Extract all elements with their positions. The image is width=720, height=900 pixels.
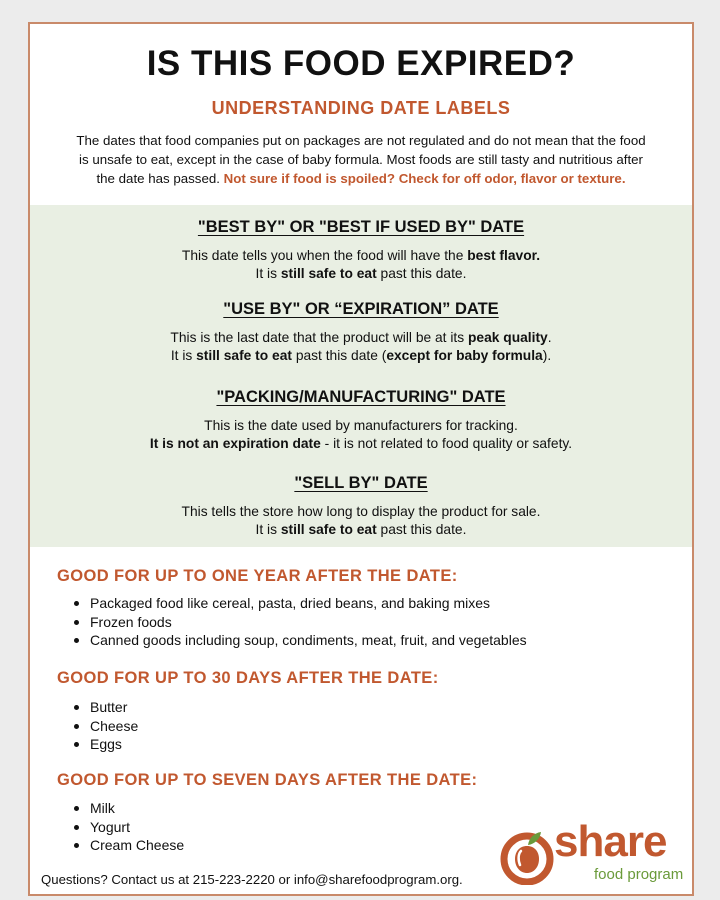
one-year-list <box>72 594 527 650</box>
emphasis: still safe to eat <box>196 348 292 363</box>
sell-by-section <box>30 474 692 539</box>
emphasis: still safe to eat <box>280 522 377 537</box>
one-year-heading: GOOD FOR UP TO ONE YEAR AFTER THE DATE: <box>57 567 458 585</box>
seven-days-heading: GOOD FOR UP TO SEVEN DAYS AFTER THE DATE: <box>57 771 478 789</box>
best-by-line-1 <box>30 247 692 265</box>
list-item: Eggs <box>72 735 138 754</box>
sell-by-line-1: This tells the store how long to display the product for sale. <box>181 504 541 519</box>
list-item: Cream Cheese <box>72 836 184 855</box>
use-by-description <box>30 329 692 365</box>
apple-icon <box>498 827 556 885</box>
share-logo <box>498 819 688 889</box>
intro-line <box>40 169 682 188</box>
text: - it is not related to food quality or safety. <box>320 436 573 451</box>
emphasis: It is not an expiration date <box>149 436 321 451</box>
use-by-line-1 <box>30 329 692 347</box>
spoilage-tip: Not sure if food is spoiled? Check for off odor, flavor or texture. <box>223 171 626 186</box>
sell-by-heading: "SELL BY" DATE <box>294 474 428 492</box>
best-by-description <box>30 247 692 283</box>
packing-line-1: This is the date used by manufacturers for tracking. <box>204 418 518 433</box>
sell-by-line-2 <box>30 521 692 539</box>
intro-text: the date has passed. <box>96 171 224 186</box>
seven-days-list <box>72 799 184 855</box>
list-item: Cheese <box>72 717 138 736</box>
best-by-line-2 <box>30 265 692 283</box>
best-by-section <box>30 218 692 283</box>
list-item: Butter <box>72 698 138 717</box>
page-title: IS THIS FOOD EXPIRED? <box>146 44 576 83</box>
intro-line: The dates that food companies put on packages are not regulated and do not mean that the food <box>76 133 646 148</box>
sell-by-description <box>30 503 692 539</box>
text: It is <box>255 522 281 537</box>
list-item: Packaged food like cereal, pasta, dried beans, and baking mixes <box>72 594 527 613</box>
flyer <box>28 22 694 896</box>
intro-line: is unsafe to eat, except in the case of baby formula. Most foods are still tasty and nutritious after <box>79 152 643 167</box>
emphasis: best flavor. <box>467 248 541 263</box>
list-item: Yogurt <box>72 818 184 837</box>
text: ). <box>542 348 552 363</box>
text: past this date. <box>376 266 467 281</box>
text: This date tells you when the food will have the <box>181 248 468 263</box>
packing-description <box>30 417 692 453</box>
list-item: Canned goods including soup, condiments, meat, fruit, and vegetables <box>72 631 527 650</box>
packing-section <box>30 388 692 453</box>
thirty-days-heading: GOOD FOR UP TO 30 DAYS AFTER THE DATE: <box>57 669 439 687</box>
date-labels-panel <box>30 205 692 547</box>
text: It is <box>170 348 197 363</box>
use-by-heading: "USE BY" OR “EXPIRATION” DATE <box>223 300 499 318</box>
best-by-heading: "BEST BY" OR "BEST IF USED BY" DATE <box>197 218 525 236</box>
intro-paragraph <box>40 131 682 188</box>
use-by-section <box>30 300 692 365</box>
list-item: Milk <box>72 799 184 818</box>
logo-wordmark: share <box>554 817 667 866</box>
packing-line-2 <box>30 435 692 453</box>
packing-heading: "PACKING/MANUFACTURING" DATE <box>216 388 506 406</box>
logo-tagline: food program <box>594 866 684 883</box>
contact-info: Questions? Contact us at 215-223-2220 or info@sharefoodprogram.org. <box>41 872 463 887</box>
thirty-days-list <box>72 698 138 754</box>
use-by-line-2 <box>30 347 692 365</box>
text: past this date ( <box>291 348 387 363</box>
emphasis: peak quality <box>467 330 548 345</box>
list-item: Frozen foods <box>72 613 527 632</box>
page-subtitle: UNDERSTANDING DATE LABELS <box>211 98 511 118</box>
text: . <box>547 330 552 345</box>
text: This is the last date that the product will be at its <box>170 330 468 345</box>
text: It is <box>255 266 281 281</box>
emphasis: still safe to eat <box>280 266 377 281</box>
text: past this date. <box>376 522 467 537</box>
emphasis: except for baby formula <box>386 348 543 363</box>
